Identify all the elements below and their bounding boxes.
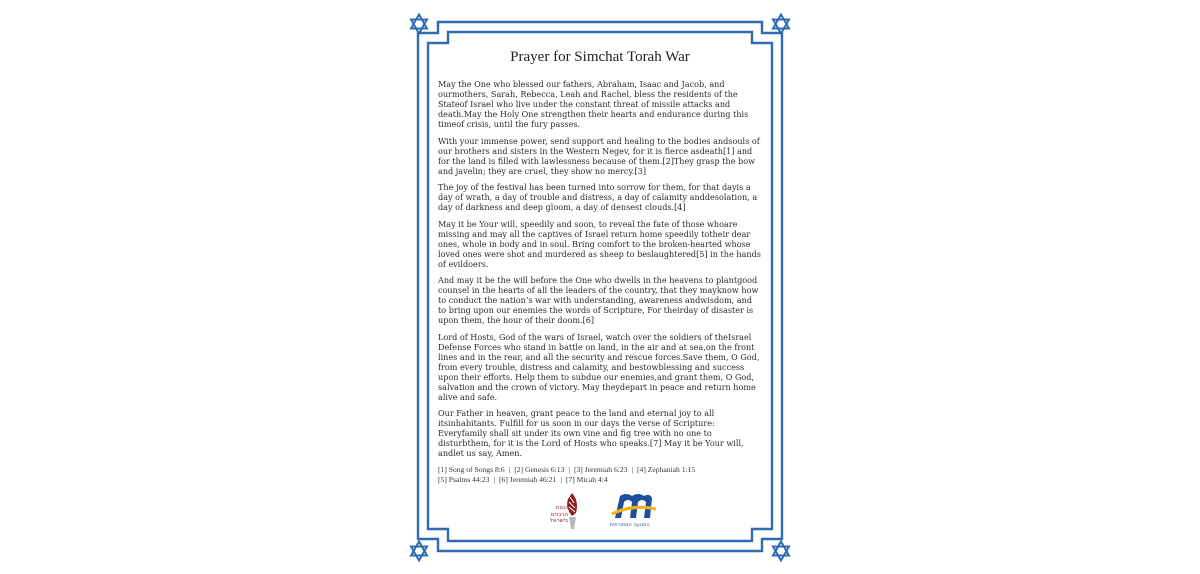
text-line: May it be Your will, speedily and soon, to reveal the fate of those whoare	[438, 218, 738, 229]
footnote: [3] Jeremiah 6:23	[573, 465, 628, 474]
footnote: [4] Zephaniah 1:15	[637, 465, 696, 474]
text-line: andlet us say, Amen.	[438, 448, 523, 458]
prayer-paragraph	[438, 219, 778, 269]
text-line: itsinhabitants. Fulfill for us soon in our days the verse of Scripture:	[438, 418, 715, 428]
text-line: ones, whole in body and in soul. Bring comfort to the broken-hearted whose	[438, 238, 751, 249]
footnote-separator: |	[508, 465, 511, 474]
text-line: day of darkness and deep gloom, a day of densest clouds.[4]	[438, 202, 686, 212]
text-line: alive and safe.	[438, 391, 498, 402]
prayer-paragraph	[438, 275, 778, 325]
text-line: ourmothers, Sarah, Rebecca, Leah and Rachel, bless the residents of the	[438, 89, 738, 99]
page-title: Prayer for Simchat Torah War	[510, 49, 690, 65]
text-line: death.May the Holy One strengthen their hearts and endurance during this	[438, 109, 749, 119]
text-line: Everyfamily shall sit under its own vine and fig tree with no one to	[438, 428, 712, 438]
star-of-david-icon	[409, 540, 429, 562]
footnotes	[438, 465, 778, 485]
text-line: and javelin; they are cruel, they show no mercy.[3]	[438, 165, 646, 176]
text-line: salvation and the crown of victory. May theydepart in peace and return home	[438, 381, 756, 392]
star-of-david-icon	[771, 13, 791, 35]
prayer-paragraph	[438, 79, 778, 129]
text-line: to conduct the nation’s war with understanding, awareness andwisdom, and	[438, 295, 753, 305]
logo-text-line: בישראל	[549, 518, 568, 524]
footnote: [7] Micah 4:4	[565, 475, 608, 484]
text-line: day of wrath, a day of trouble and distress, a day of calamity anddesolation, a	[438, 192, 758, 202]
text-line: counsel in the hearts of all the leaders of the country, that they mayknow how	[438, 285, 759, 295]
text-line: upon them, the hour of their doom.[6]	[438, 315, 595, 325]
star-of-david-icon	[771, 540, 791, 562]
prayer-body	[438, 79, 778, 485]
text-line: loved ones were shot and murdered as sheep to beslaughtered[5] in the hands	[438, 248, 761, 259]
text-line: for the land is filled with lawlessness because of them.[2]They grasp the bow	[438, 155, 756, 166]
text-line: May the One who blessed our fathers, Abraham, Isaac and Jacob, and	[438, 79, 725, 89]
masorti-movement-logo	[606, 492, 660, 530]
footnote-row	[438, 465, 778, 475]
text-line: With your immense power, send support and healing to the bodies andsouls of	[438, 135, 760, 146]
text-line: to bring upon our enemies the words of Scripture, For theirday of disaster is	[438, 305, 754, 315]
text-line: from every trouble, distress and calamity, and bestowblessing and success	[438, 361, 745, 372]
footnote-separator: |	[631, 465, 634, 474]
text-line: disturbthem, for it is the Lord of Hosts who speaks.[7] May it be Your will,	[438, 438, 744, 448]
logo-text-line: כנסת	[555, 505, 568, 511]
text-line: Our Father in heaven, grant peace to the land and eternal joy to all	[438, 408, 715, 418]
rabbinical-assembly-wordmark	[550, 505, 568, 525]
text-line: timeof crisis, until the fury passes.	[438, 119, 581, 129]
text-line: our brothers and sisters in the Western Negev, for it is fierce asdeath[1] and	[438, 145, 753, 156]
footnote: [2] Genesis 6:13	[514, 465, 565, 474]
footnote-row	[438, 475, 778, 485]
arch-emblem-icon	[606, 492, 660, 522]
prayer-paragraph	[438, 182, 778, 212]
star-of-david-icon	[409, 13, 429, 35]
text-line: Stateof Israel who live under the constant threat of missile attacks and	[438, 99, 731, 109]
logo-text-line: הרבנים	[551, 511, 568, 518]
masorti-movement-wordmark: התנועה המסורתית	[610, 522, 650, 528]
rabbinical-assembly-logo	[544, 491, 586, 531]
text-line: lines and in the rear, and all the security and rescue forces.Save them, O God,	[438, 351, 760, 362]
text-line: upon their efforts. Help them to subdue our enemies,and grant them, O God,	[438, 371, 755, 382]
prayer-paragraph	[438, 332, 778, 402]
prayer-paragraph	[438, 408, 778, 458]
footnote-separator: |	[493, 475, 496, 484]
text-line: And may it be the will before the One who dwells in the heavens to plantgood	[438, 275, 758, 285]
footnote: [5] Psalms 44:23	[438, 475, 490, 484]
text-line: missing and may all the captives of Israel return home speedily totheir dear	[438, 228, 751, 239]
footnote-separator: |	[568, 465, 570, 474]
text-line: The joy of the festival has been turned into sorrow for them, for that dayis a	[438, 182, 751, 192]
footnote: [1] Song of Songs 8:6	[438, 465, 505, 474]
prayer-paragraphs	[438, 79, 778, 458]
footnote-separator: |	[560, 475, 562, 484]
prayer-paragraph	[438, 136, 778, 176]
text-line: Lord of Hosts, God of the wars of Israel, watch over the soldiers of theIsrael	[438, 331, 752, 342]
footnote: [6] Jeremiah 46:21	[499, 475, 557, 484]
text-line: of evildoers.	[438, 258, 489, 269]
text-line: Defense Forces who stand in battle on land, in the air and at sea,on the front	[438, 341, 755, 352]
